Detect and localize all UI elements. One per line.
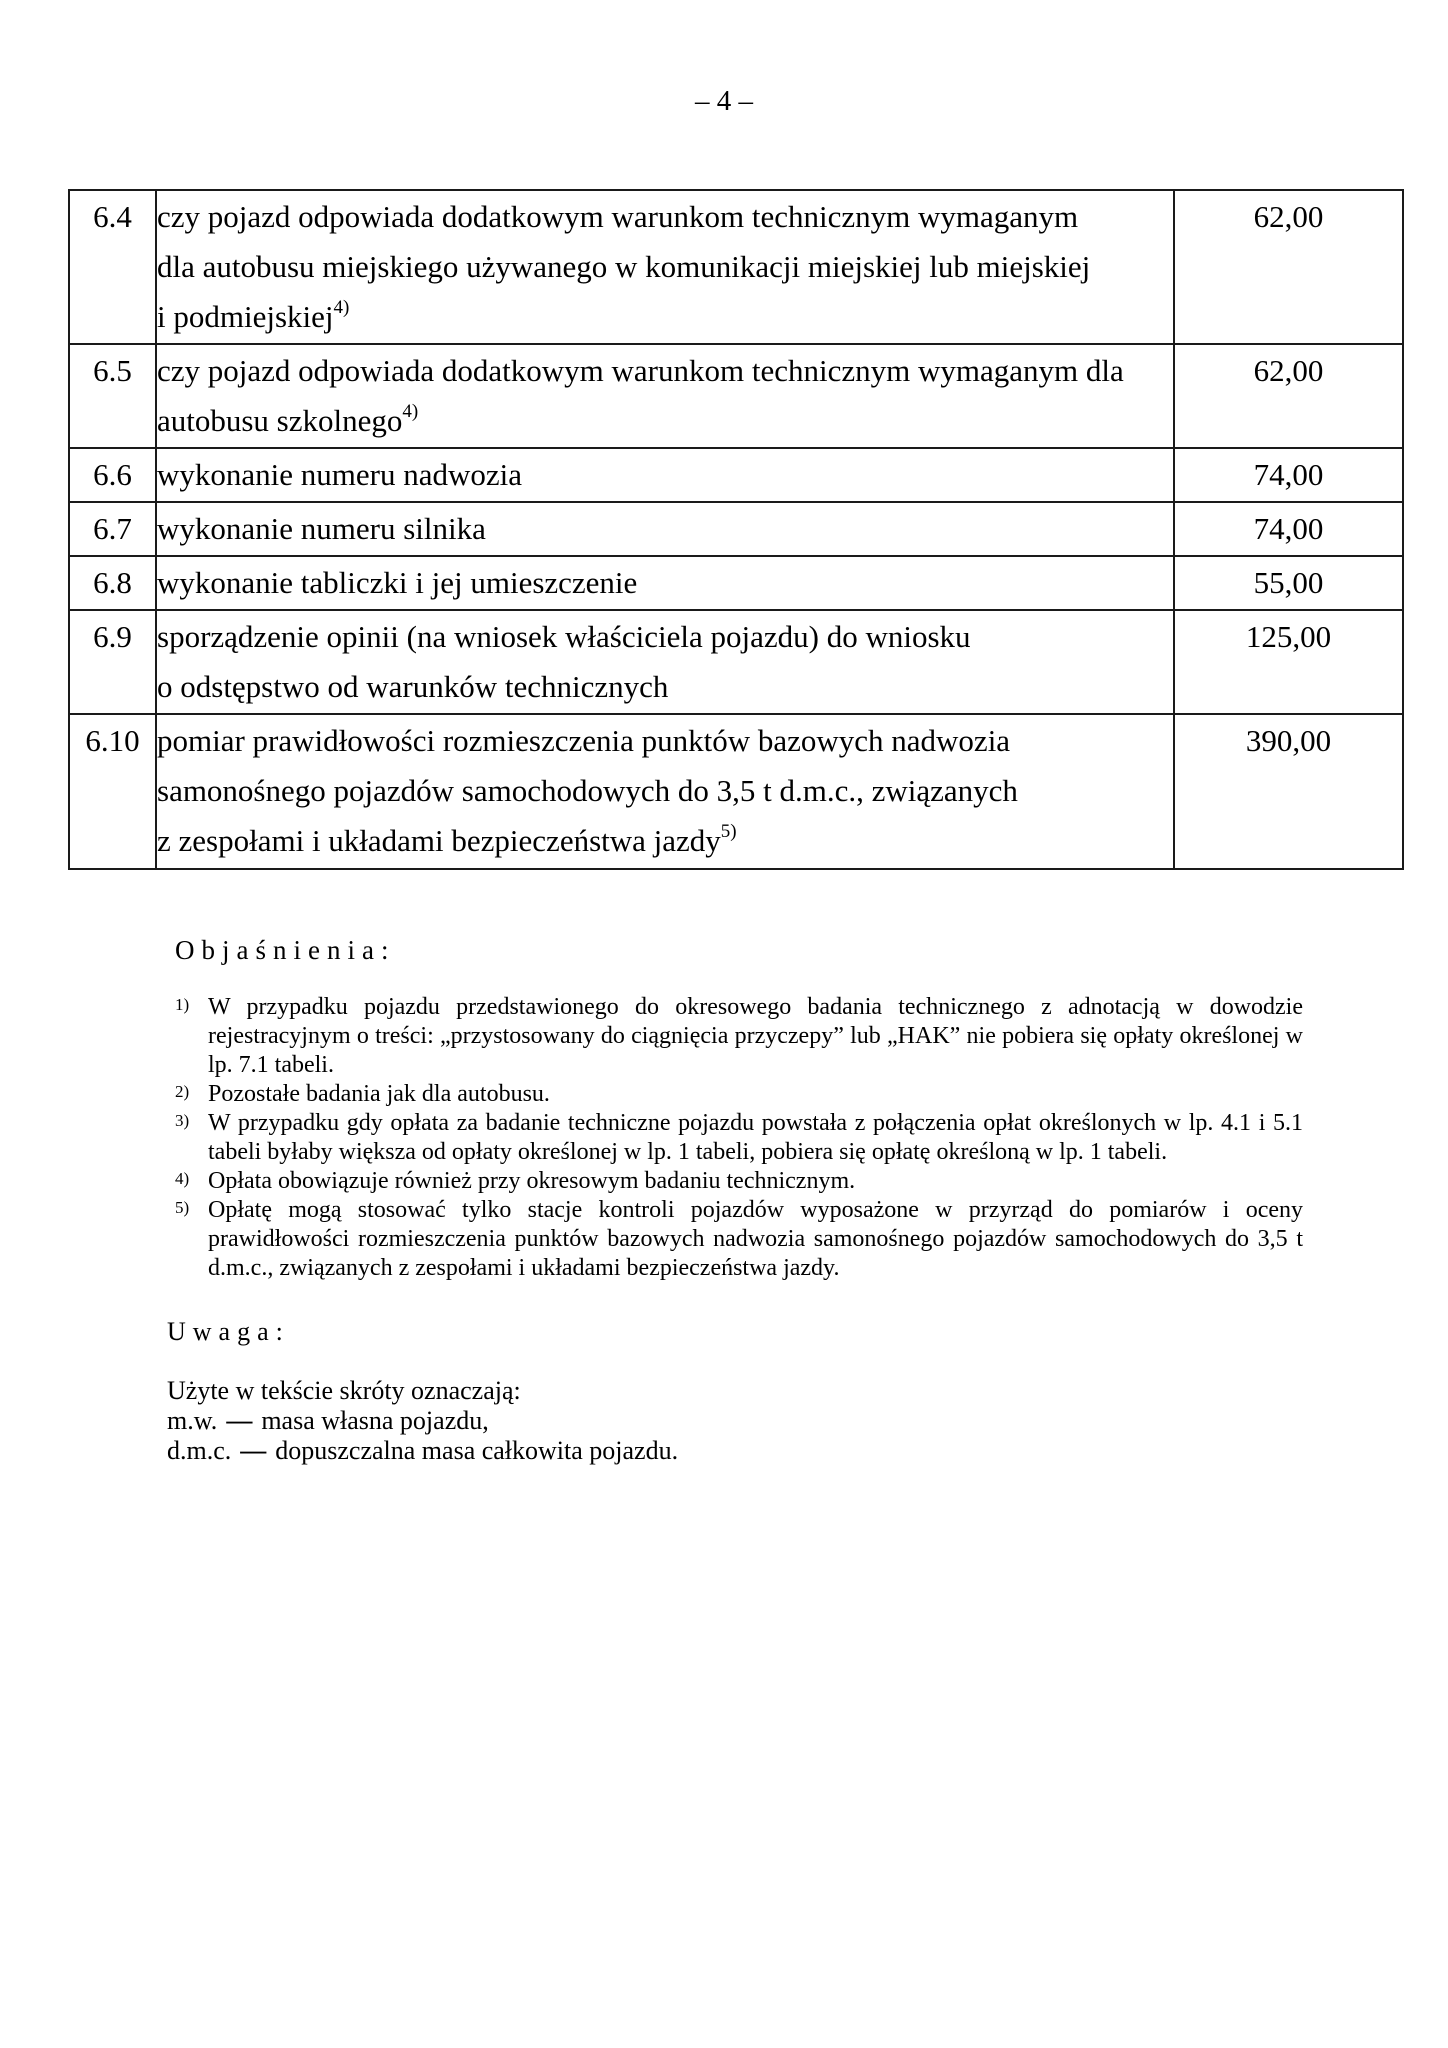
row-description bbox=[156, 556, 1174, 610]
description-line: sporządzenie opinii (na wniosek właściciela pojazdu) do wniosku bbox=[157, 619, 971, 654]
description-line: o odstępstwo od warunków technicznych bbox=[157, 669, 669, 704]
row-description bbox=[156, 610, 1174, 714]
page-number: – 4 – bbox=[695, 85, 753, 117]
table-row-6-5 bbox=[69, 344, 1403, 448]
row-number: 6.9 bbox=[69, 610, 156, 714]
row-description bbox=[156, 714, 1174, 869]
footnote-1 bbox=[175, 993, 1303, 1080]
description-line: samonośnego pojazdów samochodowych do 3,5 t d.m.c., związanych bbox=[157, 773, 1018, 808]
row-number: 6.5 bbox=[69, 344, 156, 448]
description-line: z zespołami i układami bezpieczeństwa jazdy bbox=[157, 823, 721, 858]
footnote-ref: 4) bbox=[402, 401, 419, 422]
row-price: 125,00 bbox=[1174, 610, 1403, 714]
row-number: 6.10 bbox=[69, 714, 156, 869]
table-row-6-9 bbox=[69, 610, 1403, 714]
footnote-text: Opłatę mogą stosować tylko stacje kontroli pojazdów wyposażone w przyrząd do pomiarów i oceny prawidłowości rozmieszczenia punktów bazowych nadwozia samonośnego pojazdów samochodowych do 3,5 t d.m.c., związanych z zespołami i układami bezpieczeństwa jazdy. bbox=[208, 1197, 1303, 1281]
description-line: wykonanie numeru nadwozia bbox=[157, 457, 522, 492]
description-line: czy pojazd odpowiada dodatkowym warunkom technicznym wymaganym dla bbox=[157, 353, 1124, 388]
footnote-4 bbox=[175, 1167, 1303, 1196]
explanations-section bbox=[175, 933, 1303, 1283]
footnote-ref: 5) bbox=[720, 821, 737, 842]
footnote-5 bbox=[175, 1196, 1303, 1283]
dash-glyph: — bbox=[226, 1406, 253, 1435]
fee-table bbox=[68, 189, 1404, 870]
footnote-text: Opłata obowiązuje również przy okresowym badaniu technicznym. bbox=[208, 1168, 856, 1194]
row-description bbox=[156, 502, 1174, 556]
row-number: 6.7 bbox=[69, 502, 156, 556]
table-row-6-4 bbox=[69, 190, 1403, 344]
row-price: 62,00 bbox=[1174, 190, 1403, 344]
abbreviation-mw bbox=[167, 1406, 1295, 1436]
note-intro: Użyte w tekście skróty oznaczają: bbox=[167, 1376, 521, 1405]
row-number: 6.6 bbox=[69, 448, 156, 502]
description-line: dla autobusu miejskiego używanego w komunikacji miejskiej lub miejskiej bbox=[157, 249, 1091, 284]
footnote-text: W przypadku pojazdu przedstawionego do okresowego badania technicznego z adnotacją w dowodzie rejestracyjnym o treści: „przystosowany do ciągnięcia przyczepy” lub „HAK” nie pobiera się opłaty określonej w lp. 7.1 tabeli. bbox=[208, 994, 1303, 1078]
footnote-text: W przypadku gdy opłata za badanie techniczne pojazdu powstała z połączenia opłat określonych w lp. 4.1 i 5.1 tabeli byłaby większa od opłaty określonej w lp. 1 tabeli, pobiera się opłatę określoną w lp. 1 tabeli. bbox=[208, 1110, 1303, 1165]
row-price: 62,00 bbox=[1174, 344, 1403, 448]
footnote-marker: 3) bbox=[175, 1111, 190, 1130]
table-row-6-8 bbox=[69, 556, 1403, 610]
abbreviation-dmc bbox=[167, 1436, 1295, 1466]
abbreviation: d.m.c. bbox=[167, 1436, 232, 1465]
note-heading: Uwaga: bbox=[167, 1317, 290, 1346]
footnote-marker: 1) bbox=[175, 995, 190, 1014]
row-description bbox=[156, 344, 1174, 448]
description-line: i podmiejskiej bbox=[157, 299, 334, 334]
footnote-marker: 4) bbox=[175, 1169, 190, 1188]
row-price: 390,00 bbox=[1174, 714, 1403, 869]
footnote-3 bbox=[175, 1109, 1303, 1167]
description-line: wykonanie tabliczki i jej umieszczenie bbox=[157, 565, 638, 600]
dash-glyph: — bbox=[240, 1436, 267, 1465]
footnote-2 bbox=[175, 1080, 1303, 1109]
row-number: 6.8 bbox=[69, 556, 156, 610]
row-number: 6.4 bbox=[69, 190, 156, 344]
description-line: czy pojazd odpowiada dodatkowym warunkom technicznym wymaganym bbox=[157, 199, 1079, 234]
footnote-marker: 2) bbox=[175, 1082, 190, 1101]
table-row-6-10 bbox=[69, 714, 1403, 869]
footnote-text: Pozostałe badania jak dla autobusu. bbox=[208, 1081, 550, 1107]
abbreviation-meaning: masa własna pojazdu, bbox=[261, 1406, 489, 1435]
description-line: wykonanie numeru silnika bbox=[157, 511, 486, 546]
abbreviation: m.w. bbox=[167, 1406, 218, 1435]
footnote-ref: 4) bbox=[333, 297, 350, 318]
row-description bbox=[156, 448, 1174, 502]
row-price: 55,00 bbox=[1174, 556, 1403, 610]
row-price: 74,00 bbox=[1174, 502, 1403, 556]
abbreviation-meaning: dopuszczalna masa całkowita pojazdu. bbox=[275, 1436, 679, 1465]
note-section bbox=[167, 1315, 1295, 1466]
explanations-heading: Objaśnienia: bbox=[175, 935, 396, 965]
description-line: autobusu szkolnego bbox=[157, 403, 403, 438]
row-price: 74,00 bbox=[1174, 448, 1403, 502]
table-row-6-7 bbox=[69, 502, 1403, 556]
table-row-6-6 bbox=[69, 448, 1403, 502]
description-line: pomiar prawidłowości rozmieszczenia punktów bazowych nadwozia bbox=[157, 723, 1011, 758]
row-description bbox=[156, 190, 1174, 344]
footnote-marker: 5) bbox=[175, 1198, 190, 1217]
